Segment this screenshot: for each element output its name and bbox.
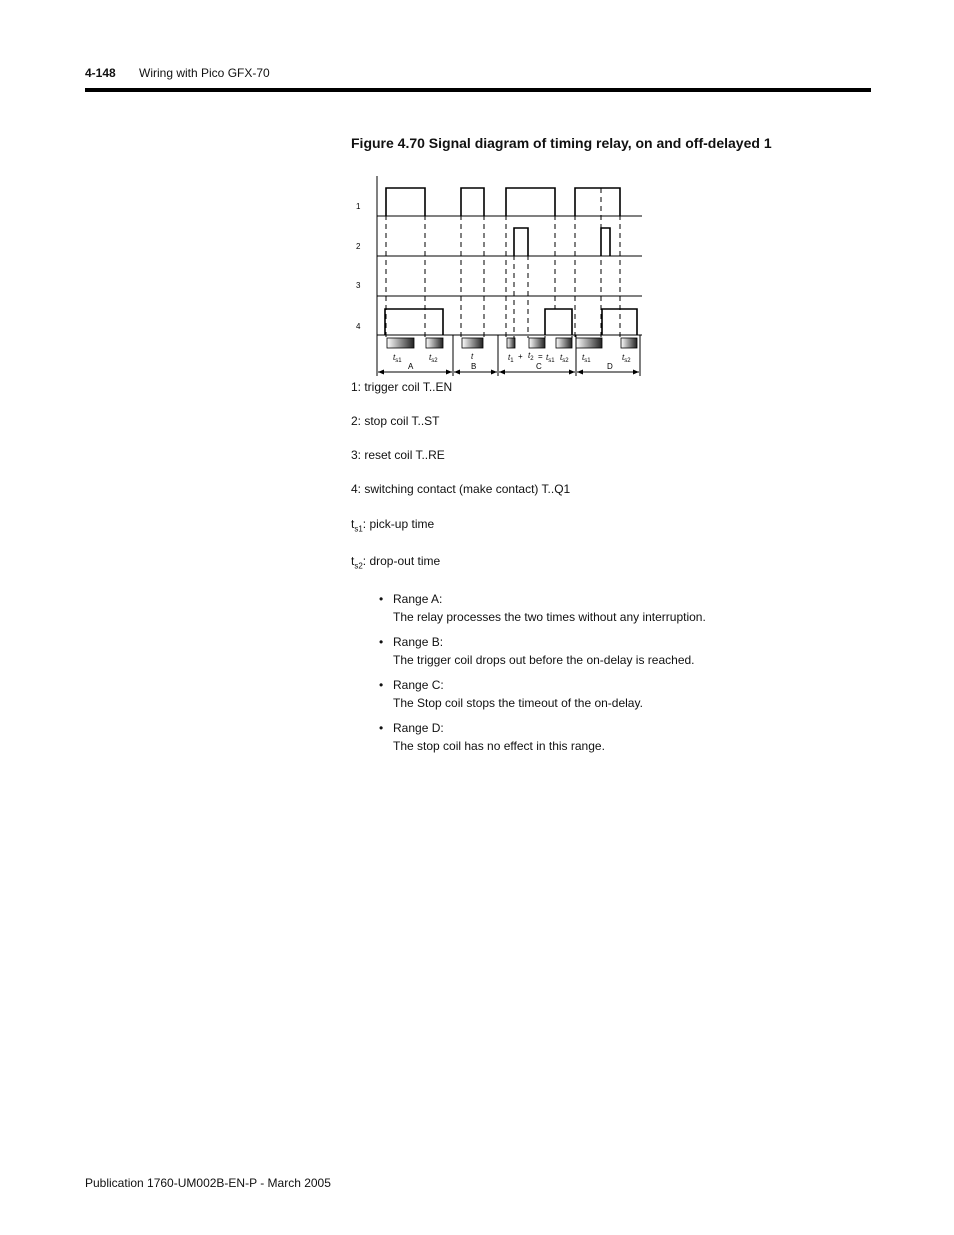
figure-title: Figure 4.70 Signal diagram of timing relay, on and off-delayed 1 <box>351 135 772 151</box>
label-d-ts1: $t_{s1}$ <box>582 353 591 364</box>
range-letter-d: D <box>607 362 613 371</box>
list-item <box>379 719 819 755</box>
range-letter-c: C <box>536 362 542 371</box>
timing-bar-a-ts1 <box>387 338 414 348</box>
label-a-ts1: $t_{s1}$ <box>393 353 402 364</box>
arrowhead <box>454 370 460 375</box>
page-number: 4-148 <box>85 66 116 80</box>
label-c-ts2: $t_{s2}$ <box>560 353 569 364</box>
header-rule <box>85 88 871 92</box>
range-title: Range A: <box>393 592 443 606</box>
timing-bar-b-t <box>462 338 483 348</box>
list-item <box>379 676 819 712</box>
row-number-3: 3 <box>356 281 361 290</box>
bullet-dot: • <box>379 635 384 649</box>
signal-diagram <box>340 170 650 380</box>
trigger-pulse-d <box>575 188 620 216</box>
bullet-dot: • <box>379 678 384 692</box>
section-title: Wiring with Pico GFX-70 <box>139 66 270 80</box>
timing-bar-d-ts1 <box>576 338 602 348</box>
range-letter-b: B <box>471 362 477 371</box>
legend-switching-contact: 4: switching contact (make contact) T..Q1 <box>351 482 571 496</box>
trigger-pulse-b <box>461 188 484 216</box>
contact-pulse-a <box>385 309 443 335</box>
timing-bar-a-ts2 <box>426 338 443 348</box>
range-text: The Stop coil stops the timeout of the on-delay. <box>393 696 643 710</box>
contact-pulse-c <box>545 309 572 335</box>
timing-bar-c-t1 <box>507 338 515 348</box>
range-title: Range B: <box>393 635 444 649</box>
timing-bar-c-ts2 <box>556 338 572 348</box>
label-a-ts2: $t_{s2}$ <box>429 353 438 364</box>
label-d-ts2: $t_{s2}$ <box>622 353 631 364</box>
label-b-t: t <box>471 352 474 361</box>
stop-pulse-c <box>514 228 528 256</box>
label-c-t2: $t_2$ <box>528 351 534 362</box>
arrowhead <box>378 370 384 375</box>
bullet-dot: • <box>379 592 384 606</box>
arrowhead <box>499 370 505 375</box>
trigger-pulse-c <box>506 188 555 216</box>
legend-reset-coil: 3: reset coil T..RE <box>351 448 445 462</box>
range-descriptions <box>379 590 819 762</box>
legend-pickup-time: $t_{s1}$: pick-up time <box>351 517 435 534</box>
publication-footer: Publication 1760-UM002B-EN-P - March 2005 <box>85 1176 331 1190</box>
label-c-plus: + <box>518 352 523 361</box>
list-item <box>379 590 819 626</box>
legend-trigger-coil: 1: trigger coil T..EN <box>351 380 453 394</box>
arrowhead <box>491 370 497 375</box>
trigger-pulse-a <box>386 188 425 216</box>
timing-bar-d-ts2 <box>621 338 637 348</box>
list-item <box>379 633 819 669</box>
stop-pulse-d <box>601 228 610 256</box>
arrowhead <box>633 370 639 375</box>
arrowhead <box>446 370 452 375</box>
range-text: The trigger coil drops out before the on-delay is reached. <box>393 653 695 667</box>
timing-bar-c-t2 <box>529 338 545 348</box>
row-number-1: 1 <box>356 202 361 211</box>
row-number-4: 4 <box>356 322 361 331</box>
label-c-ts1: $t_{s1}$ <box>546 353 555 364</box>
contact-pulse-d <box>602 309 637 335</box>
range-title: Range C: <box>393 678 444 692</box>
range-text: The relay processes the two times without any interruption. <box>393 610 706 624</box>
bullet-dot: • <box>379 721 384 735</box>
legend-stop-coil: 2: stop coil T..ST <box>351 414 440 428</box>
label-c-t1: $t_1$ <box>508 353 514 364</box>
arrowhead <box>577 370 583 375</box>
legend-dropout-time: $t_{s2}$: drop-out time <box>351 554 441 571</box>
label-c-eq: = <box>538 352 543 361</box>
range-letter-a: A <box>408 362 414 371</box>
row-number-2: 2 <box>356 242 361 251</box>
arrowhead <box>569 370 575 375</box>
range-text: The stop coil has no effect in this range. <box>393 739 605 753</box>
range-title: Range D: <box>393 721 444 735</box>
